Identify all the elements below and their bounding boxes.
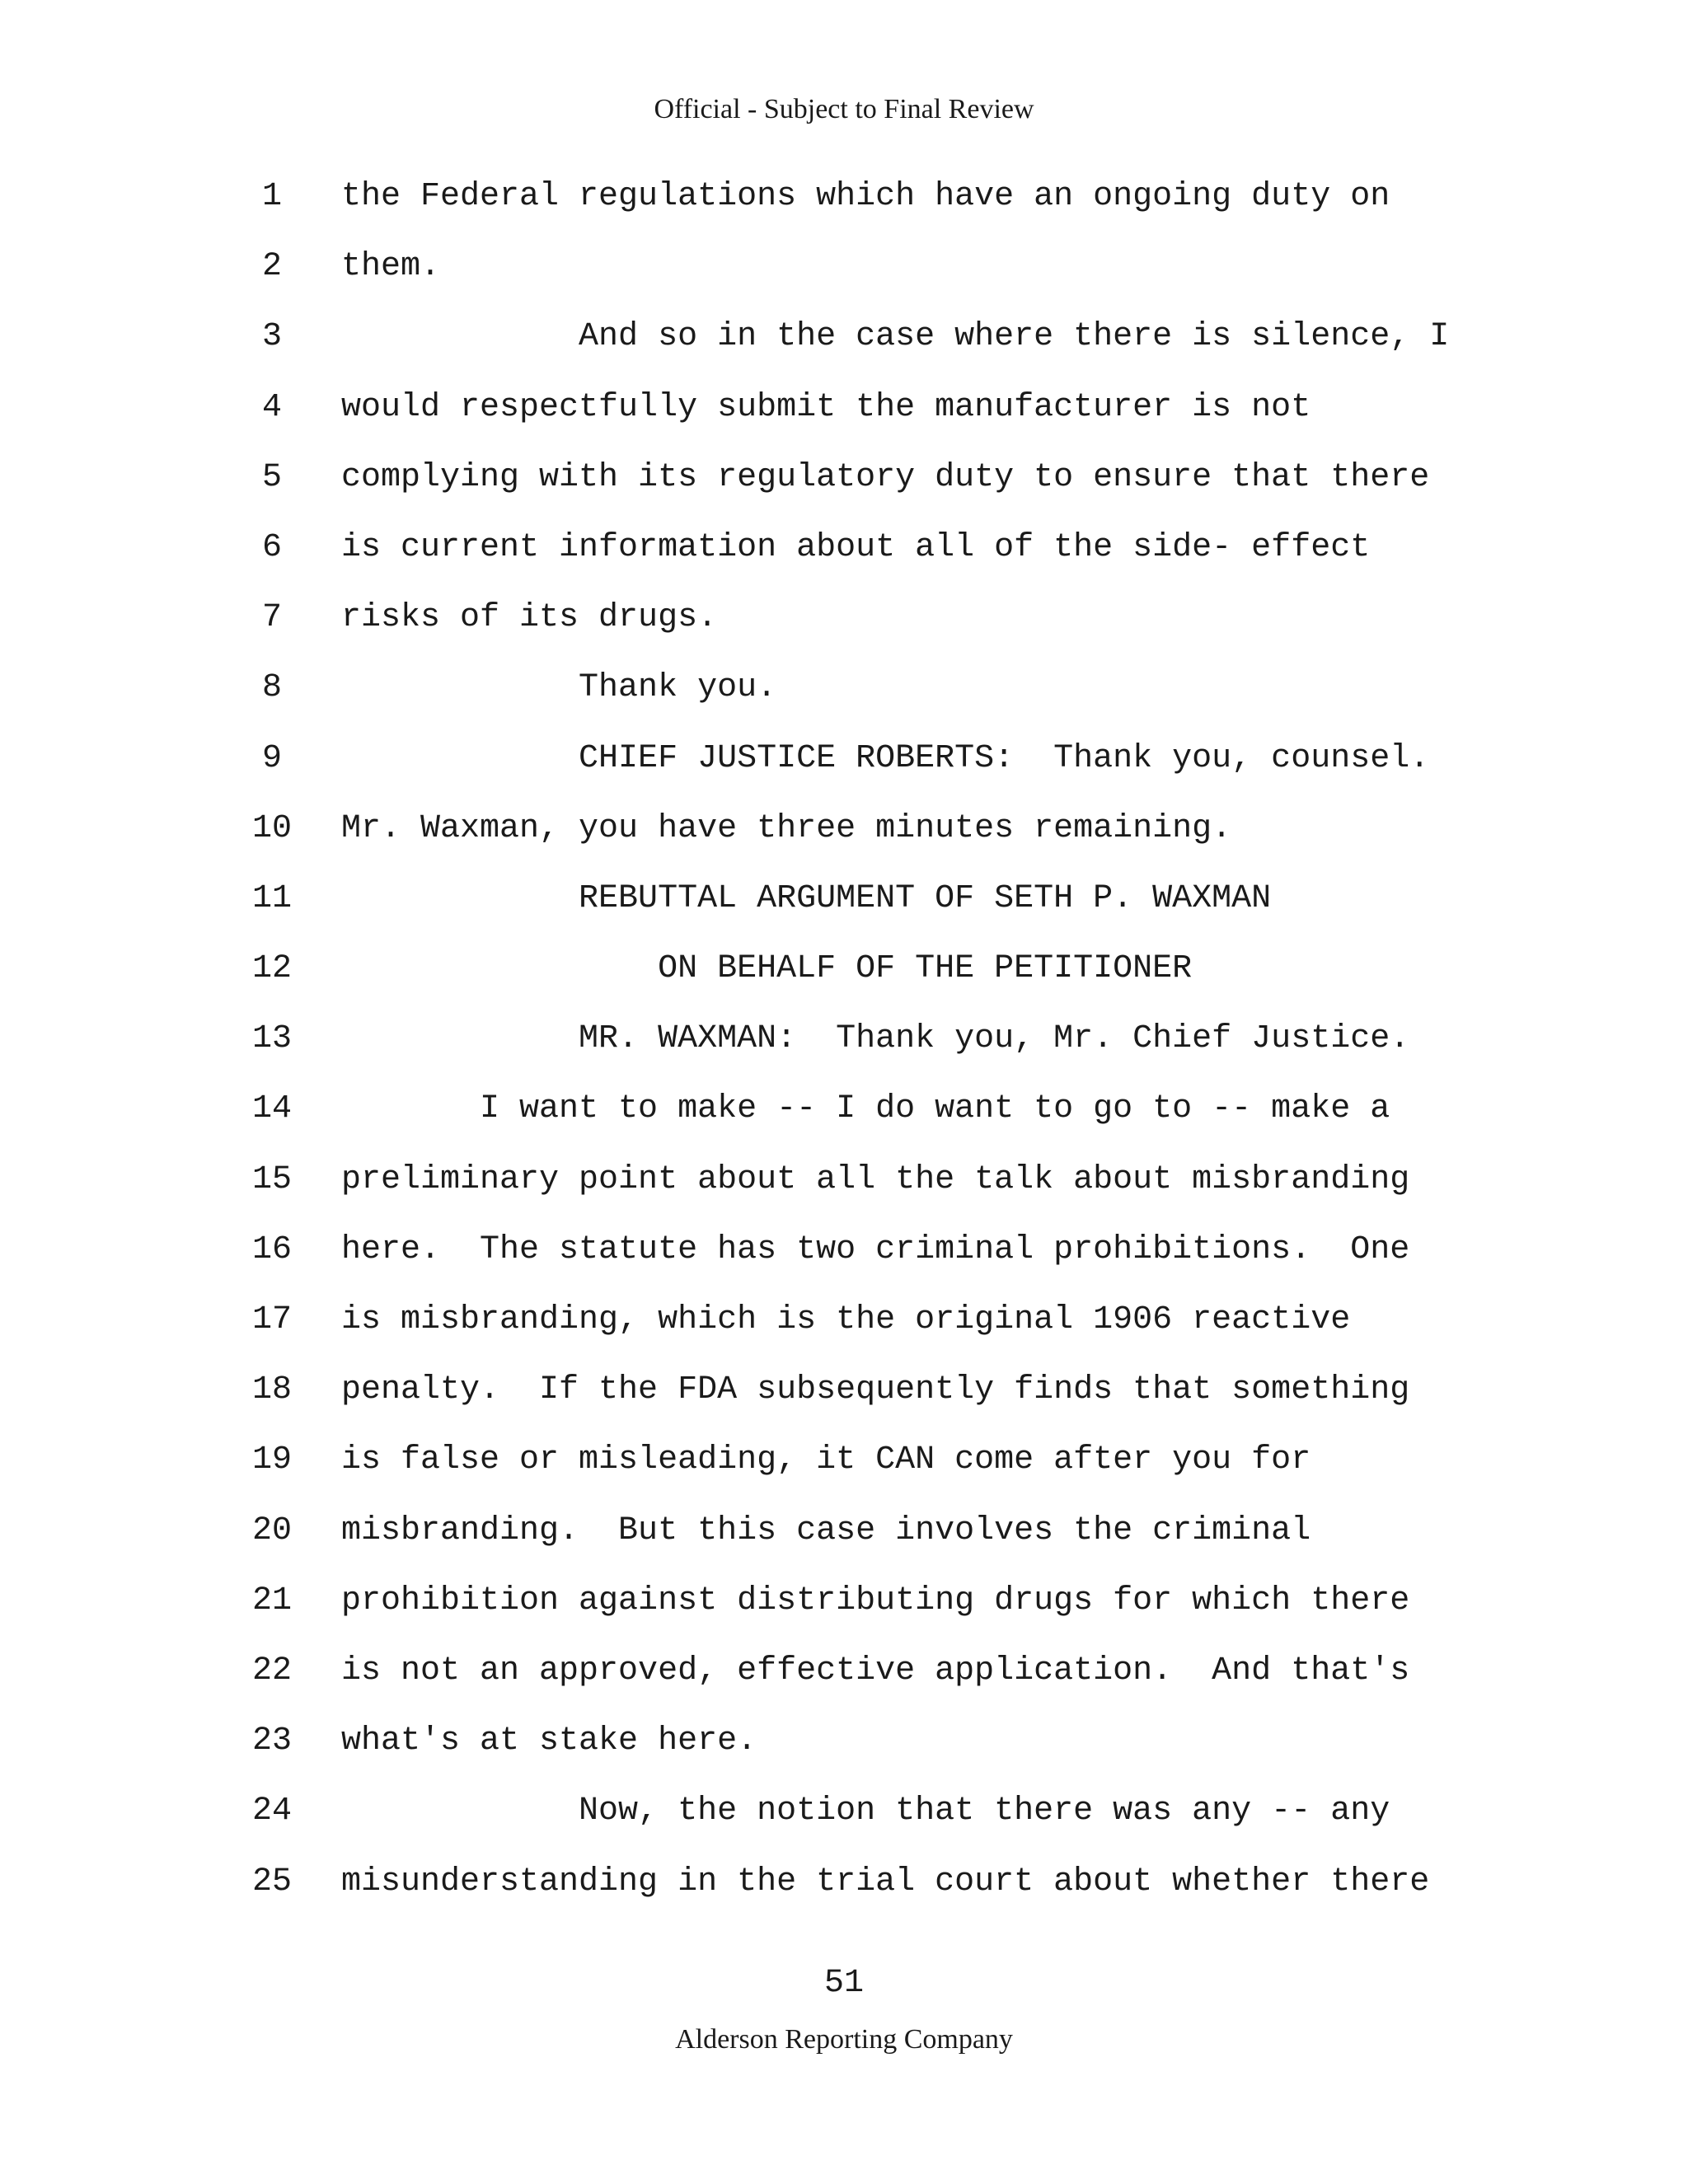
line-text: what's at stake here.: [341, 1722, 757, 1760]
transcript-line: [0, 1435, 1688, 1505]
line-text: them.: [341, 248, 441, 286]
line-number: 16: [251, 1230, 292, 1268]
line-number: 21: [251, 1582, 292, 1619]
line-number: 8: [261, 669, 282, 707]
line-number: 14: [251, 1090, 292, 1128]
line-text: the Federal regulations which have an ongoing duty on: [341, 178, 1390, 215]
line-number: 19: [251, 1441, 292, 1479]
transcript-line: [0, 733, 1688, 804]
line-text: is false or misleading, it CAN come after you for: [341, 1441, 1311, 1479]
transcript-line: [0, 1506, 1688, 1576]
page-footer: Alderson Reporting Company: [675, 2024, 1013, 2055]
line-number: 15: [251, 1160, 292, 1198]
line-text: Now, the notion that there was any -- any: [341, 1793, 1390, 1830]
line-text: penalty. If the FDA subsequently finds that something: [341, 1371, 1410, 1409]
line-text: complying with its regulatory duty to ensure that there: [341, 458, 1430, 496]
line-text: Mr. Waxman, you have three minutes remaining.: [341, 809, 1232, 847]
transcript-lines: [0, 171, 1688, 1927]
line-text: I want to make -- I do want to go to -- make a: [341, 1090, 1390, 1128]
line-text: misunderstanding in the trial court about whether there: [341, 1863, 1430, 1900]
transcript-line: [0, 1857, 1688, 1927]
line-text: here. The statute has two criminal prohibitions. One: [341, 1230, 1410, 1268]
transcript-line: [0, 1084, 1688, 1154]
transcript-line: [0, 382, 1688, 452]
transcript-line: [0, 944, 1688, 1014]
line-number: 6: [261, 528, 282, 566]
line-text: risks of its drugs.: [341, 599, 718, 637]
line-number: 25: [251, 1863, 292, 1900]
line-number: 9: [261, 739, 282, 777]
transcript-line: [0, 1014, 1688, 1084]
line-number: 18: [251, 1371, 292, 1409]
line-number: 10: [251, 809, 292, 847]
page-header: Official - Subject to Final Review: [654, 94, 1034, 124]
line-number: 7: [261, 599, 282, 637]
line-text: ON BEHALF OF THE PETITIONER: [341, 950, 1193, 988]
line-text: is misbranding, which is the original 1906 reactive: [341, 1301, 1351, 1338]
transcript-line: [0, 452, 1688, 523]
transcript-line: [0, 1365, 1688, 1435]
line-number: 5: [261, 458, 282, 496]
line-text: is not an approved, effective application. And that's: [341, 1652, 1410, 1690]
line-text: preliminary point about all the talk about misbranding: [341, 1160, 1410, 1198]
transcript-line: [0, 523, 1688, 593]
line-text: REBUTTAL ARGUMENT OF SETH P. WAXMAN: [341, 879, 1272, 917]
line-text: Thank you.: [341, 669, 777, 707]
transcript-line: [0, 1646, 1688, 1716]
transcript-line: [0, 1576, 1688, 1646]
line-number: 11: [251, 879, 292, 917]
transcript-line: [0, 1155, 1688, 1225]
transcript-line: [0, 1786, 1688, 1856]
transcript-line: [0, 1225, 1688, 1295]
transcript-line: [0, 1716, 1688, 1786]
page-number: 51: [823, 1965, 864, 2002]
line-text: And so in the case where there is silence, I: [341, 318, 1450, 356]
line-number: 4: [261, 388, 282, 426]
line-number: 22: [251, 1652, 292, 1690]
transcript-line: [0, 663, 1688, 733]
line-number: 24: [251, 1793, 292, 1830]
line-number: 12: [251, 950, 292, 988]
transcript-line: [0, 241, 1688, 312]
transcript-line: [0, 1295, 1688, 1365]
line-text: prohibition against distributing drugs for which there: [341, 1582, 1410, 1619]
transcript-line: [0, 804, 1688, 874]
line-text: is current information about all of the side- effect: [341, 528, 1371, 566]
transcript-line: [0, 312, 1688, 382]
transcript-line: [0, 874, 1688, 944]
transcript-line: [0, 171, 1688, 241]
line-number: 23: [251, 1722, 292, 1760]
line-number: 3: [261, 318, 282, 356]
line-number: 20: [251, 1511, 292, 1549]
transcript-line: [0, 593, 1688, 663]
line-number: 13: [251, 1020, 292, 1058]
line-number: 2: [261, 248, 282, 286]
line-number: 17: [251, 1301, 292, 1338]
line-text: MR. WAXMAN: Thank you, Mr. Chief Justice.: [341, 1020, 1410, 1058]
line-text: would respectfully submit the manufacturer is not: [341, 388, 1311, 426]
line-text: CHIEF JUSTICE ROBERTS: Thank you, counsel.: [341, 739, 1430, 777]
line-number: 1: [261, 178, 282, 215]
line-text: misbranding. But this case involves the criminal: [341, 1511, 1311, 1549]
